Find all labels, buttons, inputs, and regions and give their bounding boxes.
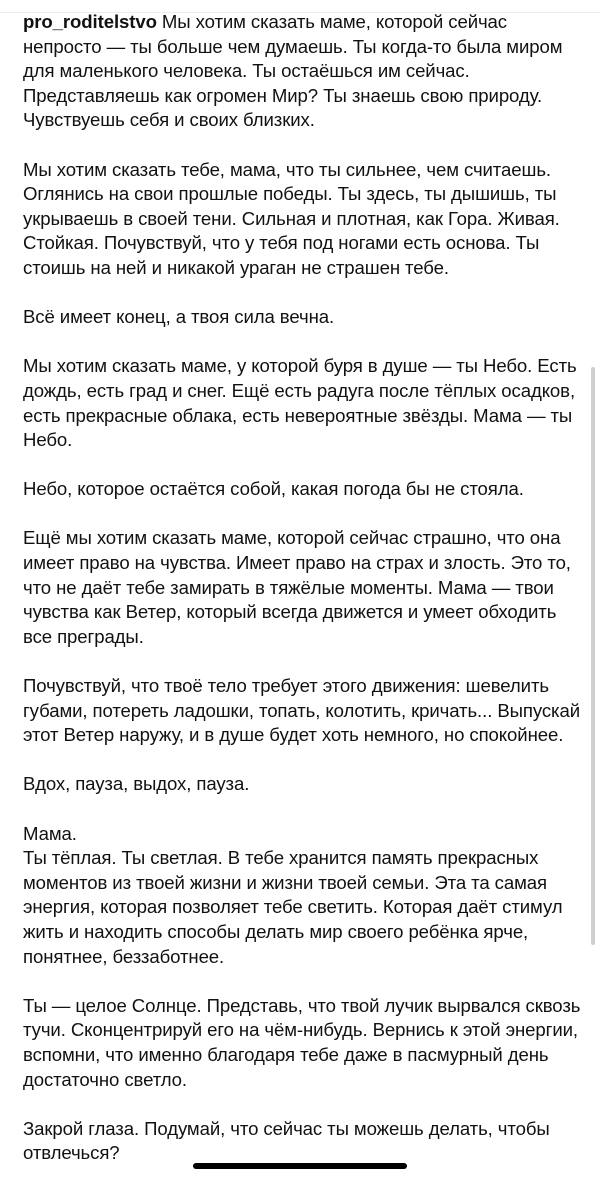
caption-paragraph: Закрой глаза. Подумай, что сейчас ты можешь делать, чтобы отвлечься? — [23, 1117, 550, 1164]
caption-paragraph: Почувствуй, что твоё тело требует этого движения: шевелить губами, потереть ладошки, топать, колотить, кричать... Выпускай этот Ветер наружу, и в душе будет хоть немного, но спокойнее. — [23, 675, 581, 746]
caption-paragraph: Вдох, пауза, выдох, пауза. — [23, 773, 250, 795]
home-indicator[interactable] — [193, 1163, 407, 1169]
caption-paragraph: Небо, которое остаётся собой, какая погода бы не стояла. — [23, 478, 524, 500]
caption-paragraph: Мы хотим сказать маме, у которой буря в душе — ты Небо. Есть дождь, есть град и снег. Ещё есть радуга после тёплых осадков, есть прекрасные облака, есть невероятные звёзды. Мама — ты Небо. — [23, 355, 577, 451]
caption-paragraph: Ты — целое Солнце. Представь, что твой лучик вырвался сквозь тучи. Сконцентрируй его на чём-нибудь. Вернись к этой энергии, вспомни, что именно благодаря тебе даже в пасмурный день достаточно светло. — [23, 994, 581, 1090]
caption-paragraph: Ещё мы хотим сказать маме, которой сейчас страшно, что она имеет право на чувства. Имеет право на страх и злость. Это то, что не даёт тебе замирать в тяжёлые моменты. Мама — твои чувства как Ветер, который всегда движется и умеет обходить все преграды. — [23, 527, 571, 647]
caption-paragraph: Мама. — [23, 822, 77, 844]
caption-paragraph — [23, 10, 583, 133]
caption-paragraph: Всё имеет конец, а твоя сила вечна. — [23, 306, 335, 328]
username-link[interactable]: pro_roditelstvo — [23, 11, 157, 32]
caption-text: Мы хотим сказать маме, которой сейчас непросто — ты больше чем думаешь. Ты когда-то была миром для маленького человека. Ты остаёшься им сейчас. Представляешь как огромен Мир? Ты знаешь свою природу. Чувствуешь себя и своих близких. — [23, 11, 563, 131]
vertical-scrollbar[interactable] — [591, 367, 595, 945]
post-caption — [23, 10, 583, 1191]
caption-paragraph: Мы хотим сказать тебе, мама, что ты сильнее, чем считаешь. Оглянись на свои прошлые победы. Ты здесь, ты дышишь, ты укрываешь в своей тени. Сильная и плотная, как Гора. Живая. Стойкая. Почувствуй, что у тебя под ногами есть основа. Ты стоишь на ней и никакой ураган не страшен тебе. — [23, 158, 560, 278]
caption-paragraph: Ты тёплая. Ты светлая. В тебе хранится память прекрасных моментов из твоей жизни и жизни твоей семьи. Эта та самая энергия, которая позволяет тебе светить. Которая даёт стимул жить и находить способы делать мир своего ребёнка ярче, понятнее, беззаботнее. — [23, 847, 563, 967]
